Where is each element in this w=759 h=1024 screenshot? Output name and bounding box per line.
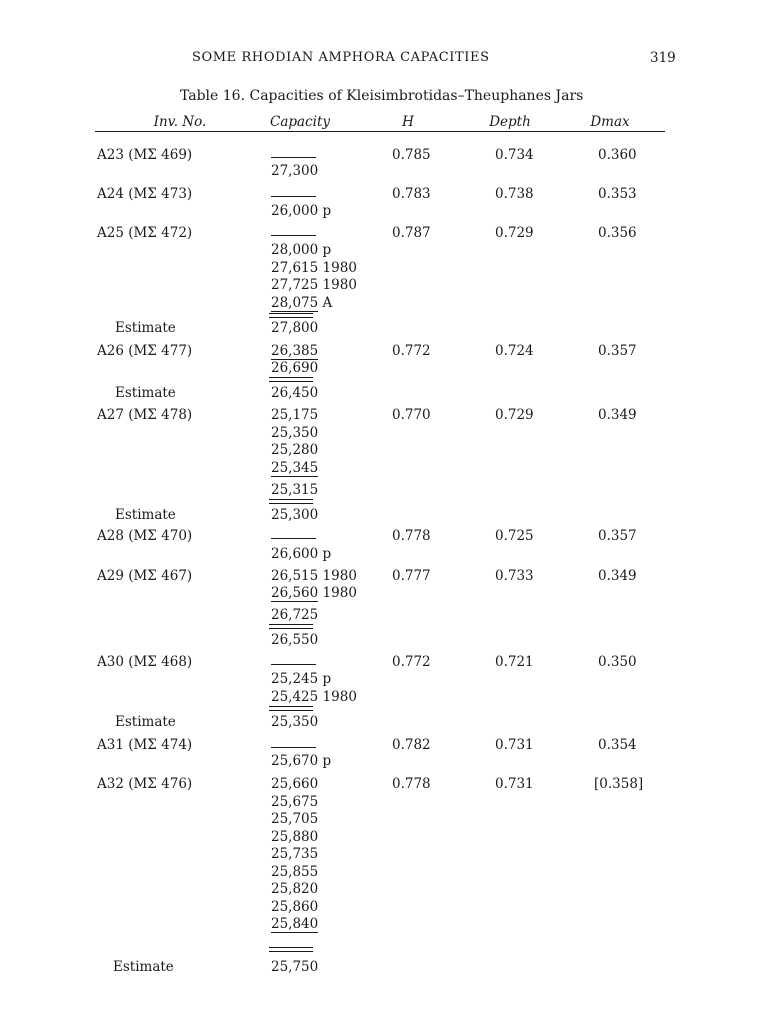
inv-number: A24 (MΣ 473) — [97, 186, 193, 202]
capacity-value: 27,300 — [271, 163, 319, 179]
capacity-value — [271, 277, 357, 293]
dmax-value: [0.358] — [594, 776, 644, 792]
capacity-value — [271, 916, 318, 932]
capacity-value — [271, 585, 357, 601]
capacity-value: 26,000 p — [271, 203, 332, 219]
sum-rule — [269, 947, 313, 952]
capacity-value — [271, 689, 357, 705]
col-header-h: H — [402, 114, 414, 130]
dmax-value: 0.354 — [598, 737, 637, 753]
depth-value: 0.733 — [495, 568, 534, 584]
capacity-note: 1980 — [322, 689, 357, 705]
sum-rule — [269, 624, 313, 629]
capacity-note: 1980 — [322, 277, 357, 293]
capacity-value: 25,660 — [271, 776, 319, 792]
h-value: 0.785 — [392, 147, 431, 163]
capacity-note: 1980 — [322, 585, 357, 601]
capacity-value: 25,705 — [271, 811, 319, 827]
capacity-value: 25,735 — [271, 846, 319, 862]
dmax-value: 0.357 — [598, 343, 637, 359]
estimate-label: Estimate — [115, 714, 176, 730]
capacity-note: 1980 — [322, 260, 357, 276]
capacity-value: 25,670 p — [271, 753, 332, 769]
not-measured-dash — [271, 747, 316, 748]
not-measured-dash — [271, 157, 316, 158]
page-number: 319 — [650, 50, 676, 66]
inv-number: A25 (MΣ 472) — [97, 225, 193, 241]
capacity-value: 26,550 — [271, 632, 319, 648]
estimate-label: Estimate — [115, 507, 176, 523]
dmax-value: 0.360 — [598, 147, 637, 163]
capacity-value — [271, 568, 357, 584]
inv-number: A27 (MΣ 478) — [97, 407, 193, 423]
capacity-value: 25,245 p — [271, 671, 332, 687]
depth-value: 0.729 — [495, 225, 534, 241]
capacity-value: 25,855 — [271, 864, 319, 880]
capacity-value: 25,175 — [271, 407, 319, 423]
col-header-inv: Inv. No. — [153, 114, 207, 130]
estimate-label: Estimate — [115, 320, 176, 336]
col-header-capacity: Capacity — [270, 114, 330, 130]
estimate-value: 27,800 — [271, 320, 319, 336]
dmax-value: 0.350 — [598, 654, 637, 670]
not-measured-dash — [271, 664, 316, 665]
sum-rule — [269, 499, 313, 504]
dmax-value: 0.357 — [598, 528, 637, 544]
capacity-value: 26,725 — [271, 607, 319, 623]
capacity-number: 26,515 — [271, 568, 319, 584]
h-value: 0.778 — [392, 528, 431, 544]
capacity-value: 25,860 — [271, 899, 319, 915]
capacity-value: 25,820 — [271, 881, 319, 897]
h-value: 0.787 — [392, 225, 431, 241]
capacity-value: 28,000 p — [271, 242, 332, 258]
not-measured-dash — [271, 196, 316, 197]
capacity-number: 25,425 — [271, 689, 319, 705]
capacity-value: 26,600 p — [271, 546, 332, 562]
capacity-number: 27,615 — [271, 260, 319, 276]
dmax-value: 0.353 — [598, 186, 637, 202]
h-value: 0.770 — [392, 407, 431, 423]
capacity-note: A — [322, 295, 333, 311]
not-measured-dash — [271, 235, 316, 236]
capacity-number: 26,560 — [271, 585, 319, 601]
estimate-value: 25,750 — [271, 959, 319, 975]
col-header-depth: Depth — [489, 114, 531, 130]
capacity-number: 26,385 — [271, 343, 319, 359]
header-rule — [95, 131, 665, 132]
dmax-value: 0.356 — [598, 225, 637, 241]
depth-value: 0.725 — [495, 528, 534, 544]
h-value: 0.778 — [392, 776, 431, 792]
h-value: 0.772 — [392, 343, 431, 359]
capacity-value — [271, 460, 318, 476]
estimate-value: 25,300 — [271, 507, 319, 523]
sum-rule — [269, 706, 313, 711]
estimate-value: 26,450 — [271, 385, 319, 401]
inv-number: A28 (MΣ 470) — [97, 528, 193, 544]
depth-value: 0.729 — [495, 407, 534, 423]
h-value: 0.772 — [392, 654, 431, 670]
estimate-value: 25,350 — [271, 714, 319, 730]
sum-rule — [269, 313, 313, 318]
capacity-number: 27,725 — [271, 277, 319, 293]
estimate-label: Estimate — [113, 959, 174, 975]
estimate-label: Estimate — [115, 385, 176, 401]
depth-value: 0.738 — [495, 186, 534, 202]
depth-value: 0.731 — [495, 737, 534, 753]
depth-value: 0.731 — [495, 776, 534, 792]
inv-number: A26 (MΣ 477) — [97, 343, 193, 359]
capacity-value: 25,880 — [271, 829, 319, 845]
capacity-value: 25,315 — [271, 482, 319, 498]
sum-rule — [269, 377, 313, 382]
capacity-number: 28,075 — [271, 295, 319, 311]
capacity-number: 25,840 — [271, 916, 319, 932]
inv-number: A32 (MΣ 476) — [97, 776, 193, 792]
col-header-dmax: Dmax — [590, 114, 630, 130]
h-value: 0.783 — [392, 186, 431, 202]
inv-number: A23 (MΣ 469) — [97, 147, 193, 163]
depth-value: 0.734 — [495, 147, 534, 163]
capacity-value: 25,675 — [271, 794, 319, 810]
capacity-number: 25,345 — [271, 460, 319, 476]
capacity-note: 1980 — [322, 568, 357, 584]
not-measured-dash — [271, 538, 316, 539]
capacity-value — [271, 343, 318, 359]
capacity-value: 26,690 — [271, 360, 319, 376]
dmax-value: 0.349 — [598, 407, 637, 423]
h-value: 0.782 — [392, 737, 431, 753]
capacity-value — [271, 295, 332, 311]
inv-number: A31 (MΣ 474) — [97, 737, 193, 753]
h-value: 0.777 — [392, 568, 431, 584]
capacity-value: 25,350 — [271, 425, 319, 441]
table-caption: Table 16. Capacities of Kleisimbrotidas–Theuphanes Jars — [180, 88, 584, 104]
capacity-value — [271, 260, 357, 276]
inv-number: A30 (MΣ 468) — [97, 654, 193, 670]
running-title: SOME RHODIAN AMPHORA CAPACITIES — [192, 50, 490, 65]
inv-number: A29 (MΣ 467) — [97, 568, 193, 584]
dmax-value: 0.349 — [598, 568, 637, 584]
depth-value: 0.724 — [495, 343, 534, 359]
depth-value: 0.721 — [495, 654, 534, 670]
capacity-value: 25,280 — [271, 442, 319, 458]
